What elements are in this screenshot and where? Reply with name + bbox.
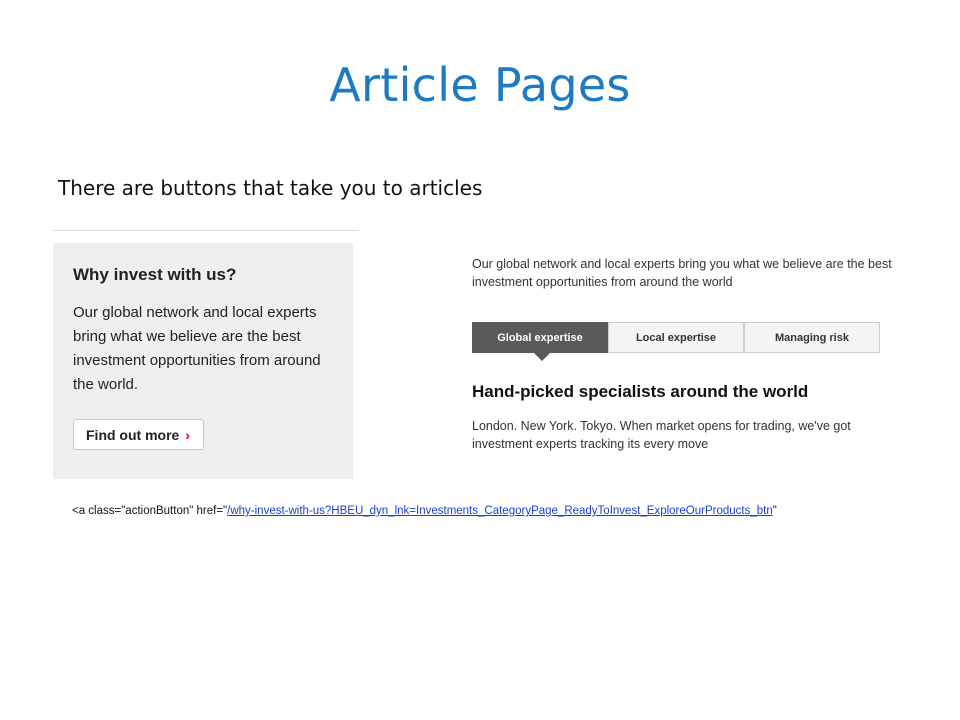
find-out-more-label: Find out more	[86, 426, 180, 443]
intro-text: Our global network and local experts bring you what we believe are the best investment opportunities from around the world	[472, 257, 892, 289]
code-link[interactable]: /why-invest-with-us?HBEU_dyn_lnk=Investments_CategoryPage_ReadyToInvest_ExploreOurProducts_btn	[227, 505, 773, 517]
card-heading: Why invest with us?	[73, 265, 237, 284]
chevron-right-icon: ›	[185, 426, 190, 443]
find-out-more-button[interactable]	[73, 419, 204, 450]
code-snippet	[72, 505, 777, 517]
code-prefix: <a class="actionButton" href="	[72, 505, 228, 517]
card-body: Our global network and local experts bring what we believe are the best investment opportunities from around the world.	[73, 304, 321, 393]
tab-local-expertise[interactable]: Local expertise	[608, 322, 744, 353]
why-invest-card	[53, 243, 353, 479]
section-body: London. New York. Tokyo. When market opens for trading, we've got investment experts tracking its every move	[472, 419, 851, 451]
tab-global-expertise[interactable]: Global expertise	[472, 322, 608, 353]
section-heading: Hand-picked specialists around the world	[472, 382, 809, 401]
slide-title: Article Pages	[329, 58, 631, 112]
divider	[53, 230, 359, 231]
slide-subtitle: There are buttons that take you to articles	[58, 176, 483, 200]
tab-bar	[472, 322, 880, 353]
code-suffix: "	[772, 505, 777, 517]
tab-managing-risk[interactable]: Managing risk	[744, 322, 880, 353]
